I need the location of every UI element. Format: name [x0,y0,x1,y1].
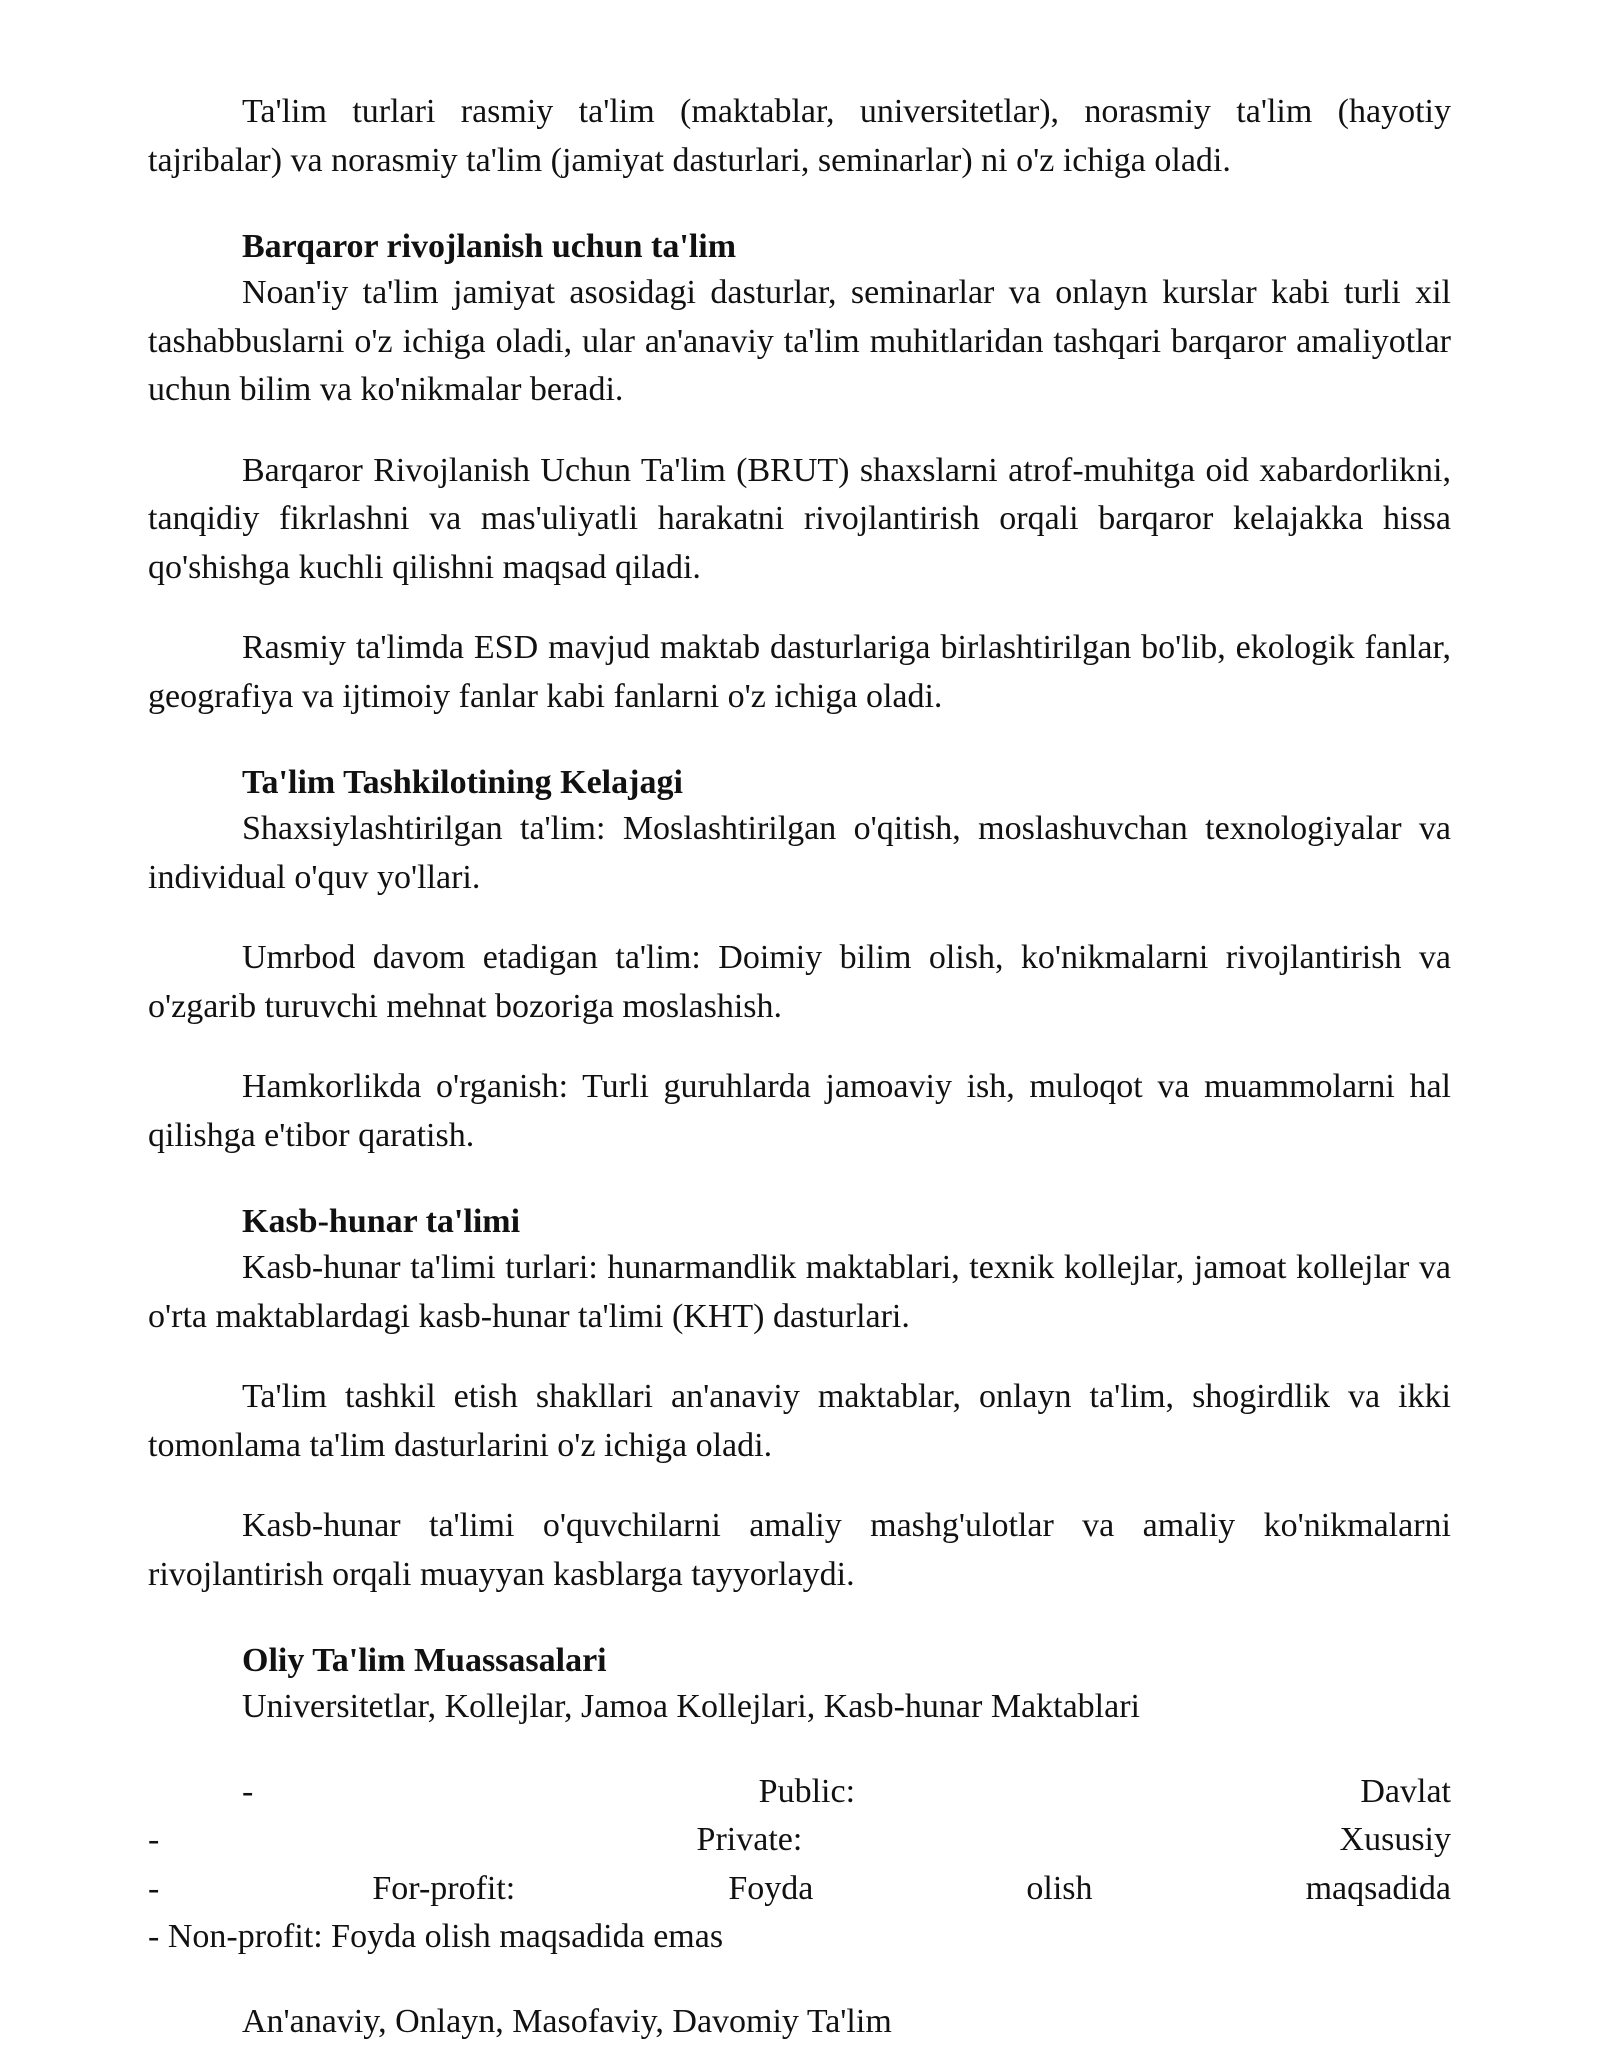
heading-sustainable: Barqaror rivojlanish uchun ta'lim [242,228,737,265]
list-term: For-profit: [372,1869,516,1907]
list-translation: Davlat [1360,1772,1451,1810]
list-item-for-profit [148,1865,1451,1914]
vocational-paragraph-2: Ta'lim tashkil etish shakllari an'anaviy maktablar, onlayn ta'lim, shogirdlik va ikki tomonlama ta'lim dasturlarini o'z ichiga oladi. [148,1378,1451,1464]
list-term: Private: [696,1821,803,1858]
intro-paragraph: Ta'lim turlari rasmiy ta'lim (maktablar, universitetlar), norasmiy ta'lim (hayotiy tajribalar) va norasmiy ta'lim (jamiyat dasturlari, seminarlar) ni o'z ichiga oladi. [148,93,1451,179]
list-word: Foyda [728,1869,814,1907]
list-item-public [148,1768,1451,1817]
list-word: olish [1026,1869,1093,1907]
vocational-paragraph-1: Kasb-hunar ta'limi turlari: hunarmandlik maktablari, texnik kollejlar, jamoat kollejlar va o'rta maktablardagi kasb-hunar ta'limi (KHT) dasturlari. [148,1249,1451,1335]
list-item-non-profit: - Non-profit: Foyda olish maqsadida emas [148,1918,724,1955]
list-dash: - [148,1821,160,1858]
vocational-paragraph-3: Kasb-hunar ta'limi o'quvchilarni amaliy mashg'ulotlar va amaliy ko'nikmalarni rivojlantirish orqali muayyan kasblarga tayyorlaydi. [148,1507,1451,1593]
heading-higher-education: Oliy Ta'lim Muassasalari [242,1642,607,1679]
higher-education-institution-types: Universitetlar, Kollejlar, Jamoa Kollejlari, Kasb-hunar Maktablari [242,1688,1140,1725]
future-paragraph-3: Hamkorlikda o'rganish: Turli guruhlarda jamoaviy ish, muloqot va muammolarni hal qilishga e'tibor qaratish. [148,1068,1451,1154]
list-word: maqsadida [1305,1869,1451,1907]
future-paragraph-1: Shaxsiylashtirilgan ta'lim: Moslashtirilgan o'qitish, moslashuvchan texnologiyalar va individual o'quv yo'llari. [148,810,1451,896]
list-item-private [148,1816,1451,1865]
list-dash: - [148,1869,160,1907]
future-paragraph-2: Umrbod davom etadigan ta'lim: Doimiy bilim olish, ko'nikmalarni rivojlantirish va o'zgarib turuvchi mehnat bozoriga moslashish. [148,939,1451,1025]
heading-vocational: Kasb-hunar ta'limi [242,1203,521,1240]
document-page [148,88,1451,2046]
sustainable-paragraph-2: Barqaror Rivojlanish Uchun Ta'lim (BRUT) shaxslarni atrof-muhitga oid xabardorlikni, tanqidiy fikrlashni va mas'uliyatli harakatni rivojlantirish orqali barqaror kelajakka hissa qo'shishga kuchli qilishni maqsad qiladi. [148,451,1451,586]
sustainable-paragraph-3: Rasmiy ta'limda ESD mavjud maktab dasturlariga birlashtirilgan bo'lib, ekologik fanlar, geografiya va ijtimoiy fanlar kabi fanlarni o'z ichiga oladi. [148,629,1451,715]
education-modes: An'anaviy, Onlayn, Masofaviy, Davomiy Ta'lim [242,2002,892,2040]
list-translation: Xususiy [1339,1821,1451,1858]
heading-future: Ta'lim Tashkilotining Kelajagi [242,764,683,801]
sustainable-paragraph-1: Noan'iy ta'lim jamiyat asosidagi dasturlar, seminarlar va onlayn kurslar kabi turli xil tashabbuslarni o'z ichiga oladi, ular an'anaviy ta'lim muhitlaridan tashqari barqaror amaliyotlar uchun bilim va ko'nikmalar beradi. [148,274,1451,408]
list-term: Public: [758,1772,856,1810]
list-dash: - [242,1772,254,1810]
